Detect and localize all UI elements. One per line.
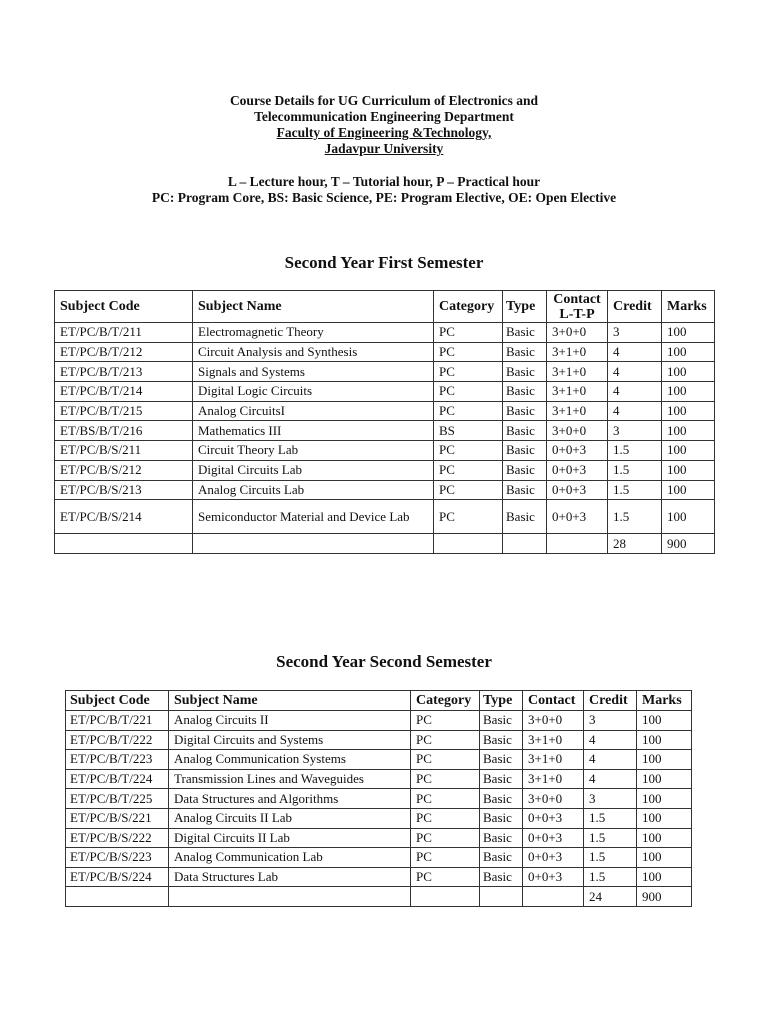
type: Basic xyxy=(480,789,523,809)
contact: 3+0+0 xyxy=(523,711,584,731)
faculty-name: Faculty of Engineering &Technology, xyxy=(276,125,492,140)
subject-name: Circuit Theory Lab xyxy=(193,441,434,461)
semester-2-header-row xyxy=(66,691,692,711)
type: Basic xyxy=(503,323,547,343)
contact: 3+1+0 xyxy=(547,342,608,362)
col-category: Category xyxy=(434,291,503,323)
semester-2-table xyxy=(65,690,692,907)
table-row xyxy=(66,867,692,887)
marks: 100 xyxy=(662,401,715,421)
marks: 100 xyxy=(662,500,715,534)
table-row xyxy=(66,730,692,750)
contact: 0+0+3 xyxy=(523,828,584,848)
subject-name: Analog Circuits II Lab xyxy=(169,808,411,828)
category: PC xyxy=(434,401,503,421)
contact: 0+0+3 xyxy=(523,867,584,887)
subject-name: Electromagnetic Theory xyxy=(193,323,434,343)
table-row xyxy=(66,711,692,731)
subject-code: ET/PC/B/T/211 xyxy=(55,323,193,343)
col-credit: Credit xyxy=(608,291,662,323)
empty-cell xyxy=(480,887,523,907)
subject-name: Digital Logic Circuits xyxy=(193,382,434,402)
credit: 4 xyxy=(584,730,637,750)
marks: 100 xyxy=(662,362,715,382)
subject-code: ET/PC/B/T/224 xyxy=(66,769,169,789)
credit: 4 xyxy=(584,750,637,770)
contact: 0+0+3 xyxy=(547,441,608,461)
credit: 1.5 xyxy=(584,828,637,848)
credit: 4 xyxy=(608,362,662,382)
subject-code: ET/PC/B/T/214 xyxy=(55,382,193,402)
credit: 4 xyxy=(608,382,662,402)
credit: 4 xyxy=(608,401,662,421)
col-marks: Marks xyxy=(637,691,692,711)
total-marks: 900 xyxy=(637,887,692,907)
contact: 0+0+3 xyxy=(547,500,608,534)
category: PC xyxy=(434,441,503,461)
contact: 3+1+0 xyxy=(547,382,608,402)
table-row xyxy=(55,362,715,382)
credit: 1.5 xyxy=(584,848,637,868)
type: Basic xyxy=(503,500,547,534)
table-row xyxy=(55,441,715,461)
category: PC xyxy=(411,711,480,731)
marks: 100 xyxy=(662,480,715,500)
credit: 1.5 xyxy=(608,460,662,480)
marks: 100 xyxy=(662,441,715,461)
empty-cell xyxy=(55,534,193,554)
contact: 3+1+0 xyxy=(523,750,584,770)
table-row xyxy=(55,323,715,343)
empty-cell xyxy=(66,887,169,907)
contact: 3+1+0 xyxy=(523,769,584,789)
type: Basic xyxy=(503,362,547,382)
category: PC xyxy=(434,460,503,480)
subject-name: Transmission Lines and Waveguides xyxy=(169,769,411,789)
type: Basic xyxy=(480,867,523,887)
doc-title-line-3-wrap xyxy=(0,125,768,141)
subject-name: Analog Communication Lab xyxy=(169,848,411,868)
university-name: Jadavpur University xyxy=(324,141,444,156)
contact: 3+0+0 xyxy=(523,789,584,809)
table-row xyxy=(55,342,715,362)
col-contact-line-2: L-T-P xyxy=(559,306,595,322)
table-row xyxy=(66,769,692,789)
table-row xyxy=(66,828,692,848)
contact: 3+1+0 xyxy=(523,730,584,750)
category: PC xyxy=(434,500,503,534)
marks: 100 xyxy=(662,323,715,343)
category: PC xyxy=(411,769,480,789)
credit: 3 xyxy=(608,421,662,441)
subject-code: ET/PC/B/T/212 xyxy=(55,342,193,362)
col-category: Category xyxy=(411,691,480,711)
type: Basic xyxy=(503,382,547,402)
col-contact: Contact xyxy=(523,691,584,711)
credit: 1.5 xyxy=(584,808,637,828)
contact: 3+1+0 xyxy=(547,362,608,382)
subject-name: Digital Circuits II Lab xyxy=(169,828,411,848)
subject-name: Circuit Analysis and Synthesis xyxy=(193,342,434,362)
category: PC xyxy=(411,828,480,848)
credit: 3 xyxy=(584,711,637,731)
empty-cell xyxy=(547,534,608,554)
marks: 100 xyxy=(662,342,715,362)
table-row xyxy=(55,401,715,421)
marks: 100 xyxy=(637,769,692,789)
subject-name: Digital Circuits and Systems xyxy=(169,730,411,750)
doc-title-line-4-wrap xyxy=(0,141,768,157)
subject-code: ET/PC/B/T/221 xyxy=(66,711,169,731)
table-row xyxy=(55,460,715,480)
subject-name: Analog Communication Systems xyxy=(169,750,411,770)
total-credit: 24 xyxy=(584,887,637,907)
empty-cell xyxy=(434,534,503,554)
type: Basic xyxy=(480,769,523,789)
subject-code: ET/BS/B/T/216 xyxy=(55,421,193,441)
table-row xyxy=(55,421,715,441)
credit: 1.5 xyxy=(608,500,662,534)
marks: 100 xyxy=(637,867,692,887)
category: BS xyxy=(434,421,503,441)
table-row xyxy=(55,480,715,500)
credit: 4 xyxy=(608,342,662,362)
col-marks: Marks xyxy=(662,291,715,323)
subject-name: Data Structures and Algorithms xyxy=(169,789,411,809)
type: Basic xyxy=(480,808,523,828)
subject-name: Mathematics III xyxy=(193,421,434,441)
total-marks: 900 xyxy=(662,534,715,554)
col-type: Type xyxy=(480,691,523,711)
subject-code: ET/PC/B/T/215 xyxy=(55,401,193,421)
subject-code: ET/PC/B/S/224 xyxy=(66,867,169,887)
category: PC xyxy=(411,808,480,828)
category: PC xyxy=(411,848,480,868)
subject-code: ET/PC/B/S/212 xyxy=(55,460,193,480)
category: PC xyxy=(434,342,503,362)
type: Basic xyxy=(503,460,547,480)
category: PC xyxy=(411,730,480,750)
category-legend: PC: Program Core, BS: Basic Science, PE: Program Elective, OE: Open Elective xyxy=(151,190,617,205)
col-type: Type xyxy=(503,291,547,323)
category: PC xyxy=(434,323,503,343)
category: PC xyxy=(434,480,503,500)
contact: 0+0+3 xyxy=(547,460,608,480)
subject-code: ET/PC/B/T/225 xyxy=(66,789,169,809)
category: PC xyxy=(434,362,503,382)
subject-code: ET/PC/B/T/213 xyxy=(55,362,193,382)
marks: 100 xyxy=(637,848,692,868)
table-row xyxy=(66,789,692,809)
empty-cell xyxy=(411,887,480,907)
type: Basic xyxy=(480,750,523,770)
credit: 3 xyxy=(584,789,637,809)
col-contact-line-1: Contact xyxy=(553,291,601,307)
contact: 0+0+3 xyxy=(523,848,584,868)
contact: 3+0+0 xyxy=(547,421,608,441)
contact: 3+1+0 xyxy=(547,401,608,421)
subject-name: Analog Circuits II xyxy=(169,711,411,731)
subject-code: ET/PC/B/T/222 xyxy=(66,730,169,750)
hour-legend: L – Lecture hour, T – Tutorial hour, P – Practical hour xyxy=(227,174,541,189)
category: PC xyxy=(411,789,480,809)
col-subject-code: Subject Code xyxy=(55,291,193,323)
credit: 4 xyxy=(584,769,637,789)
subject-code: ET/PC/B/S/211 xyxy=(55,441,193,461)
type: Basic xyxy=(503,480,547,500)
type: Basic xyxy=(480,711,523,731)
credit: 1.5 xyxy=(608,480,662,500)
marks: 100 xyxy=(637,730,692,750)
marks: 100 xyxy=(662,421,715,441)
col-contact xyxy=(547,291,608,323)
marks: 100 xyxy=(637,750,692,770)
semester-1-title: Second Year First Semester xyxy=(284,253,484,272)
subject-name: Analog Circuits Lab xyxy=(193,480,434,500)
subject-name: Semiconductor Material and Device Lab xyxy=(193,500,434,534)
type: Basic xyxy=(503,401,547,421)
subject-name: Data Structures Lab xyxy=(169,867,411,887)
marks: 100 xyxy=(662,460,715,480)
subject-code: ET/PC/B/S/214 xyxy=(55,500,193,534)
semester-2-title: Second Year Second Semester xyxy=(276,652,492,671)
empty-cell xyxy=(169,887,411,907)
subject-code: ET/PC/B/S/223 xyxy=(66,848,169,868)
contact: 3+0+0 xyxy=(547,323,608,343)
type: Basic xyxy=(503,421,547,441)
table-row xyxy=(66,808,692,828)
semester-2-total-row xyxy=(66,887,692,907)
marks: 100 xyxy=(637,828,692,848)
credit: 3 xyxy=(608,323,662,343)
type: Basic xyxy=(480,828,523,848)
subject-name: Digital Circuits Lab xyxy=(193,460,434,480)
table-row xyxy=(66,848,692,868)
subject-code: ET/PC/B/S/213 xyxy=(55,480,193,500)
doc-title-line-1: Course Details for UG Curriculum of Electronics and xyxy=(229,93,539,108)
empty-cell xyxy=(523,887,584,907)
subject-code: ET/PC/B/S/221 xyxy=(66,808,169,828)
subject-code: ET/PC/B/S/222 xyxy=(66,828,169,848)
contact: 0+0+3 xyxy=(547,480,608,500)
semester-1-table xyxy=(54,290,715,554)
col-credit: Credit xyxy=(584,691,637,711)
type: Basic xyxy=(503,342,547,362)
contact: 0+0+3 xyxy=(523,808,584,828)
table-row xyxy=(66,750,692,770)
marks: 100 xyxy=(637,808,692,828)
empty-cell xyxy=(193,534,434,554)
doc-title-line-2: Telecommunication Engineering Department xyxy=(254,109,514,124)
type: Basic xyxy=(503,441,547,461)
total-credit: 28 xyxy=(608,534,662,554)
category: PC xyxy=(434,382,503,402)
category: PC xyxy=(411,867,480,887)
marks: 100 xyxy=(662,382,715,402)
credit: 1.5 xyxy=(608,441,662,461)
empty-cell xyxy=(503,534,547,554)
marks: 100 xyxy=(637,789,692,809)
subject-name: Signals and Systems xyxy=(193,362,434,382)
subject-code: ET/PC/B/T/223 xyxy=(66,750,169,770)
col-subject-name: Subject Name xyxy=(169,691,411,711)
category: PC xyxy=(411,750,480,770)
credit: 1.5 xyxy=(584,867,637,887)
type: Basic xyxy=(480,730,523,750)
semester-1-header-row xyxy=(55,291,715,323)
table-row xyxy=(55,500,715,534)
semester-1-total-row xyxy=(55,534,715,554)
type: Basic xyxy=(480,848,523,868)
col-subject-name: Subject Name xyxy=(193,291,434,323)
col-subject-code: Subject Code xyxy=(66,691,169,711)
subject-name: Analog CircuitsI xyxy=(193,401,434,421)
table-row xyxy=(55,382,715,402)
marks: 100 xyxy=(637,711,692,731)
